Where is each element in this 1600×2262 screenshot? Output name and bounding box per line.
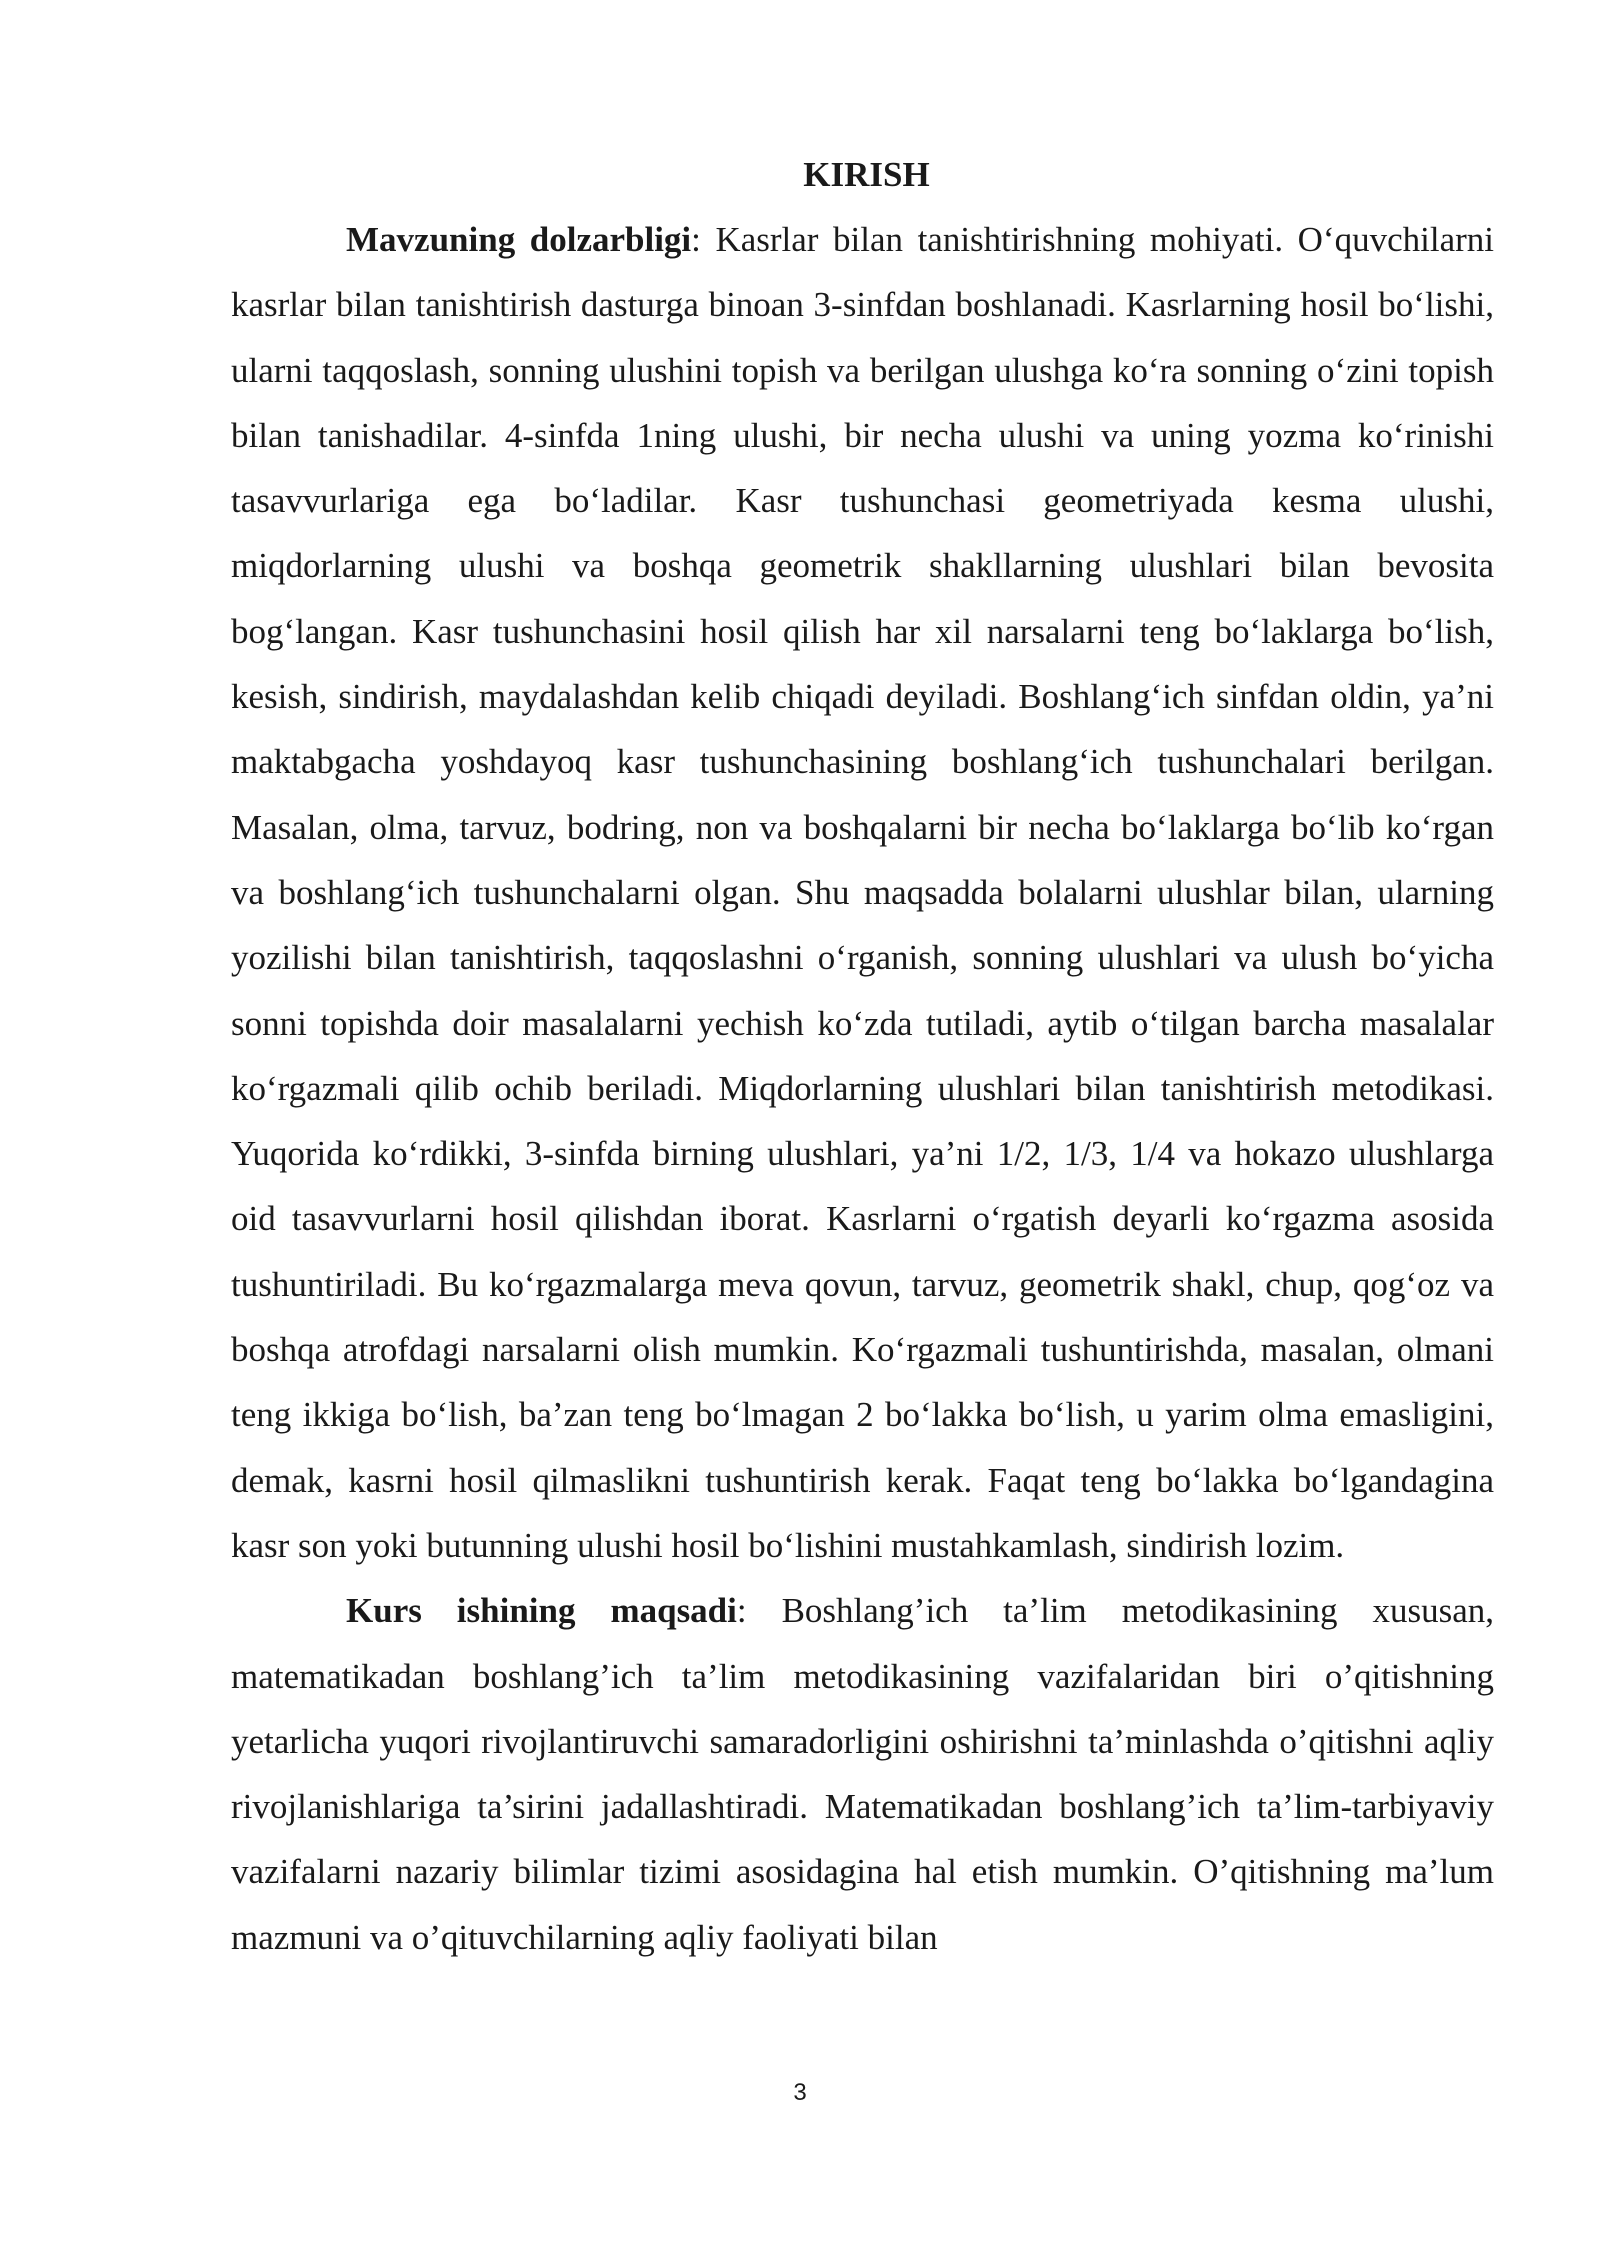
page-number: 3 [793,2079,807,2106]
paragraph-body-relevance: Kasrlar bilan tanishtirishning mohiyati. O‘quvchilarni kasrlar bilan tanishtirish dasturga binoan 3-sinfdan boshlanadi. Kasrlarning hosil bo‘lishi, ularni taqqoslash, sonning ulushini topish va berilgan ulushga ko‘ra sonning o‘zini topish bilan tanishadilar. 4-sinfda 1ning ulushi, bir necha ulushi va uning yozma ko‘rinishi tasavvurlariga ega bo‘ladilar. Kasr tushunchasi geometriyada kesma ulushi, miqdorlarning ulushi va boshqa geometrik shakllarning ulushlari bilan bevosita bog‘langan. Kasr tushunchasini hosil qilish har xil narsalarni teng bo‘laklarga bo‘lish, kesish, sindirish, maydalashdan kelib chiqadi deyiladi. Boshlang‘ich sinfdan oldin, ya’ni maktabgacha yoshdayoq kasr tushunchasining boshlang‘ich tushunchalari berilgan. Masalan, olma, tarvuz, bodring, non va boshqalarni bir necha bo‘laklarga bo‘lib ko‘rgan va boshlang‘ich tushunchalarni olgan. Shu maqsadda bolalarni ulushlar bilan, ularning yozilishi bilan tanishtirish, taqqoslashni o‘rganish, sonning ulushlari va ulush bo‘yicha sonni topishda doir masalalarni yechish ko‘zda tutiladi, aytib o‘tilgan barcha masalalar ko‘rgazmali qilib ochib beriladi. Miqdorlarning ulushlari bilan tanishtirish metodikasi. Yuqorida ko‘rdikki, 3-sinfda birning ulushlari, ya’ni 1/2, 1/3, 1/4 va hokazo ulushlarga oid tasavvurlarni hosil qilishdan iborat. Kasrlarni o‘rgatish deyarli ko‘rgazma asosida tushuntiriladi. Bu ko‘rgazmalarga meva qovun, tarvuz, geometrik shakl, chup, qog‘oz va boshqa atrofdagi narsalarni olish mumkin. Ko‘rgazmali tushuntirishda, masalan, olmani teng ikkiga bo‘lish, ba’zan teng bo‘lmagan 2 bo‘lakka bo‘lish, u yarim olma emasligini, demak, kasrni hosil qilmaslikni tushuntirish kerak. Faqat teng bo‘lakka bo‘lgandagina kasr son yoki butunning ulushi hosil bo‘lishini mustahkamlash, sindirish lozim. [231,220,1494,1565]
paragraph-relevance [231,207,1494,1578]
paragraph-separator: : [736,1591,747,1631]
paragraph-body-goal: Boshlang’ich ta’lim metodikasining xususan, matematikadan boshlang’ich ta’lim metodikasining vazifalaridan biri o’qitishning yetarlicha yuqori rivojlantiruvchi samaradorligini oshirishni ta’minlashda o’qitishni aqliy rivojlanishlariga ta’sirini jadallashtiradi. Matematikadan boshlang’ich ta’lim-tarbiyaviy vazifalarni nazariy bilimlar tizimi asosidagina hal etish mumkin. O’qitishning ma’lum mazmuni va o’qituvchilarning aqliy faoliyati bilan [231,1591,1495,1957]
paragraph-goal [231,1578,1494,1970]
paragraph-lead-relevance: Mavzuning dolzarbligi [346,220,692,259]
page-content [231,142,1494,1970]
paragraph-lead-goal: Kurs ishining maqsadi [346,1591,737,1631]
paragraph-separator: : [691,220,701,259]
section-title: KIRISH [803,155,930,194]
